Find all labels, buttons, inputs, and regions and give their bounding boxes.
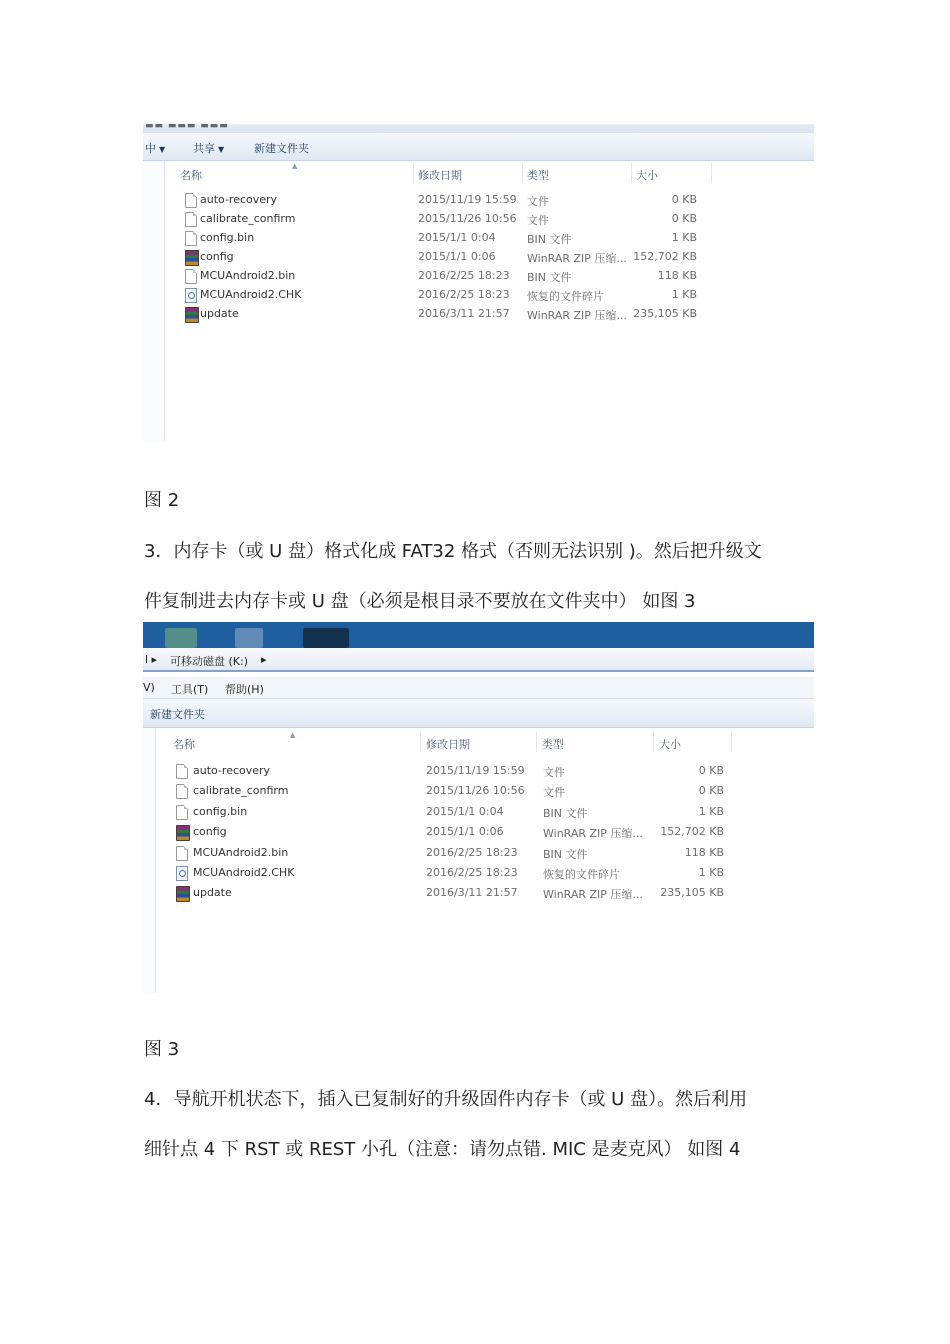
file-row[interactable] xyxy=(143,864,814,883)
column-size-header[interactable]: 大小 xyxy=(659,738,681,751)
file-modified: 2016/2/25 18:23 xyxy=(418,288,510,301)
blank-file-icon xyxy=(176,764,188,779)
back-chevron[interactable]: l ▸ xyxy=(145,653,158,666)
file-name: config.bin xyxy=(193,804,248,818)
file-name: calibrate_confirm xyxy=(200,212,296,225)
file-modified: 2015/11/26 10:56 xyxy=(426,784,525,798)
dropdown-arrow-icon: ▼ xyxy=(159,145,166,154)
file-modified: 2015/1/1 0:06 xyxy=(418,250,496,263)
file-size: 235,105 KB xyxy=(633,307,697,320)
winrar-archive-icon xyxy=(176,886,190,902)
file-size: 235,105 KB xyxy=(660,886,724,900)
menu-tools[interactable]: 工具(T) xyxy=(171,683,209,696)
file-type: BIN 文件 xyxy=(527,271,572,284)
file-modified: 2015/1/1 0:04 xyxy=(426,804,504,818)
file-type: 文件 xyxy=(543,766,565,779)
file-type: WinRAR ZIP 压缩... xyxy=(543,827,643,841)
file-size: 0 KB xyxy=(671,212,697,225)
file-type: WinRAR ZIP 压缩... xyxy=(527,309,627,322)
file-row[interactable] xyxy=(143,229,814,248)
blank-file-icon xyxy=(176,846,188,861)
file-row[interactable] xyxy=(143,267,814,286)
winrar-archive-icon xyxy=(185,307,199,323)
step-3-line-2: 件复制进去内存卡或 U 盘（必须是根目录不要放在文件夹中） 如图 3 xyxy=(144,591,696,612)
app-icon xyxy=(235,628,263,648)
explorer-toolbar xyxy=(143,699,814,728)
column-size-header[interactable]: 大小 xyxy=(636,169,658,182)
winrar-archive-icon xyxy=(176,825,190,841)
blank-file-icon xyxy=(185,193,197,208)
file-name: config.bin xyxy=(200,231,255,244)
organize-menu-fragment[interactable]: 中 ▼ xyxy=(145,142,166,155)
file-modified: 2015/1/1 0:06 xyxy=(426,825,504,839)
file-size: 0 KB xyxy=(698,784,724,798)
file-name: config xyxy=(193,825,227,839)
file-type: 文件 xyxy=(543,786,565,800)
file-modified: 2016/2/25 18:23 xyxy=(426,845,518,859)
file-row[interactable] xyxy=(143,762,814,781)
file-modified: 2015/1/1 0:04 xyxy=(418,231,496,244)
blank-file-icon xyxy=(185,269,197,284)
blank-file-icon xyxy=(185,231,197,246)
file-name: MCUAndroid2.CHK xyxy=(193,866,295,879)
figure-3-caption: 图 3 xyxy=(144,1039,180,1060)
blank-file-icon xyxy=(176,784,188,799)
breadcrumb-chevron-icon[interactable]: ▸ xyxy=(261,653,267,666)
column-modified-header[interactable]: 修改日期 xyxy=(418,169,462,182)
column-name-header[interactable]: 名称 xyxy=(173,738,195,751)
file-size: 1 KB xyxy=(698,866,724,879)
new-folder-button[interactable]: 新建文件夹 xyxy=(150,708,205,721)
window-titlebar xyxy=(143,622,814,648)
file-type: BIN 文件 xyxy=(543,847,588,861)
file-row[interactable] xyxy=(143,191,814,210)
new-folder-button[interactable]: 新建文件夹 xyxy=(254,142,309,155)
file-type: 文件 xyxy=(527,195,549,208)
file-name: MCUAndroid2.bin xyxy=(193,845,289,859)
file-name: calibrate_confirm xyxy=(193,784,289,798)
figure-3-explorer-screenshot xyxy=(143,622,814,993)
blank-file-icon xyxy=(185,212,197,227)
step-4-line-1: 4．导航开机状态下，插入已复制好的升级固件内存卡（或 U 盘）。然后利用 xyxy=(144,1089,748,1110)
explorer-toolbar xyxy=(143,133,814,161)
file-modified: 2016/3/11 21:57 xyxy=(418,307,510,320)
menu-help[interactable]: 帮助(H) xyxy=(225,683,264,696)
file-name: MCUAndroid2.bin xyxy=(200,269,296,282)
step-4-line-2: 细针点 4 下 RST 或 REST 小孔（注意：请勿点错. MIC 是麦克风） 如图 4 xyxy=(144,1139,741,1160)
share-menu[interactable]: 共享 ▼ xyxy=(193,142,225,155)
file-modified: 2016/3/11 21:57 xyxy=(426,886,518,900)
file-name: auto-recovery xyxy=(193,764,271,777)
file-row[interactable] xyxy=(143,286,814,305)
file-size: 1 KB xyxy=(671,288,697,301)
column-header xyxy=(165,163,814,183)
file-type: WinRAR ZIP 压缩... xyxy=(527,252,627,265)
file-row[interactable] xyxy=(143,248,814,267)
dropdown-arrow-icon: ▼ xyxy=(218,145,225,154)
recovered-fragment-icon xyxy=(176,866,188,881)
file-type: WinRAR ZIP 压缩... xyxy=(543,888,643,902)
file-size: 152,702 KB xyxy=(633,250,697,263)
file-modified: 2016/2/25 18:23 xyxy=(426,866,518,879)
blank-file-icon xyxy=(176,805,188,820)
file-name: config xyxy=(200,250,234,263)
sort-ascending-icon: ▲ xyxy=(292,162,298,170)
recovered-fragment-icon xyxy=(185,288,197,303)
app-icon xyxy=(303,628,349,648)
winrar-archive-icon xyxy=(185,250,199,266)
file-type: 恢复的文件碎片 xyxy=(543,868,620,881)
file-size: 118 KB xyxy=(684,845,724,859)
file-name: auto-recovery xyxy=(200,193,278,206)
cropped-menu-strip: ▬▬ ▬▬▬ ▬▬▬ xyxy=(143,124,814,134)
file-row[interactable] xyxy=(143,305,814,324)
file-size: 152,702 KB xyxy=(660,825,724,839)
column-modified-header[interactable]: 修改日期 xyxy=(426,738,470,751)
figure-2-caption: 图 2 xyxy=(144,490,180,511)
file-modified: 2015/11/19 15:59 xyxy=(418,193,517,206)
column-type-header[interactable]: 类型 xyxy=(527,169,549,182)
file-size: 0 KB xyxy=(671,193,697,206)
file-row[interactable] xyxy=(143,803,814,822)
app-icon xyxy=(165,628,197,648)
file-type: BIN 文件 xyxy=(527,233,572,246)
column-header xyxy=(156,732,814,752)
file-type: 恢复的文件碎片 xyxy=(527,290,604,303)
file-modified: 2016/2/25 18:23 xyxy=(418,269,510,282)
column-name-header[interactable]: 名称 xyxy=(180,169,202,182)
file-size: 1 KB xyxy=(671,231,697,244)
file-size: 1 KB xyxy=(698,804,724,818)
column-type-header[interactable]: 类型 xyxy=(542,738,564,751)
file-type: 文件 xyxy=(527,214,549,227)
figure-2-explorer-screenshot xyxy=(143,124,814,441)
file-size: 0 KB xyxy=(698,764,724,777)
menu-view-fragment[interactable]: V) xyxy=(143,681,155,694)
file-type: BIN 文件 xyxy=(543,806,588,820)
file-row[interactable] xyxy=(143,782,814,801)
file-name: update xyxy=(193,886,232,900)
file-size: 118 KB xyxy=(657,269,697,282)
file-name: update xyxy=(200,307,239,320)
address-bar[interactable] xyxy=(143,648,814,672)
menu-bar xyxy=(143,677,814,699)
file-row[interactable] xyxy=(143,823,814,842)
file-row[interactable] xyxy=(143,844,814,863)
step-3-line-1: 3．内存卡（或 U 盘）格式化成 FAT32 格式（否则无法识别 )。然后把升级文 xyxy=(144,541,762,562)
file-modified: 2015/11/19 15:59 xyxy=(426,764,525,777)
breadcrumb-drive[interactable]: 可移动磁盘 (K:) xyxy=(170,655,248,668)
file-row[interactable] xyxy=(143,884,814,903)
file-modified: 2015/11/26 10:56 xyxy=(418,212,517,225)
file-name: MCUAndroid2.CHK xyxy=(200,288,302,301)
file-row[interactable] xyxy=(143,210,814,229)
sort-ascending-icon: ▲ xyxy=(290,731,296,739)
